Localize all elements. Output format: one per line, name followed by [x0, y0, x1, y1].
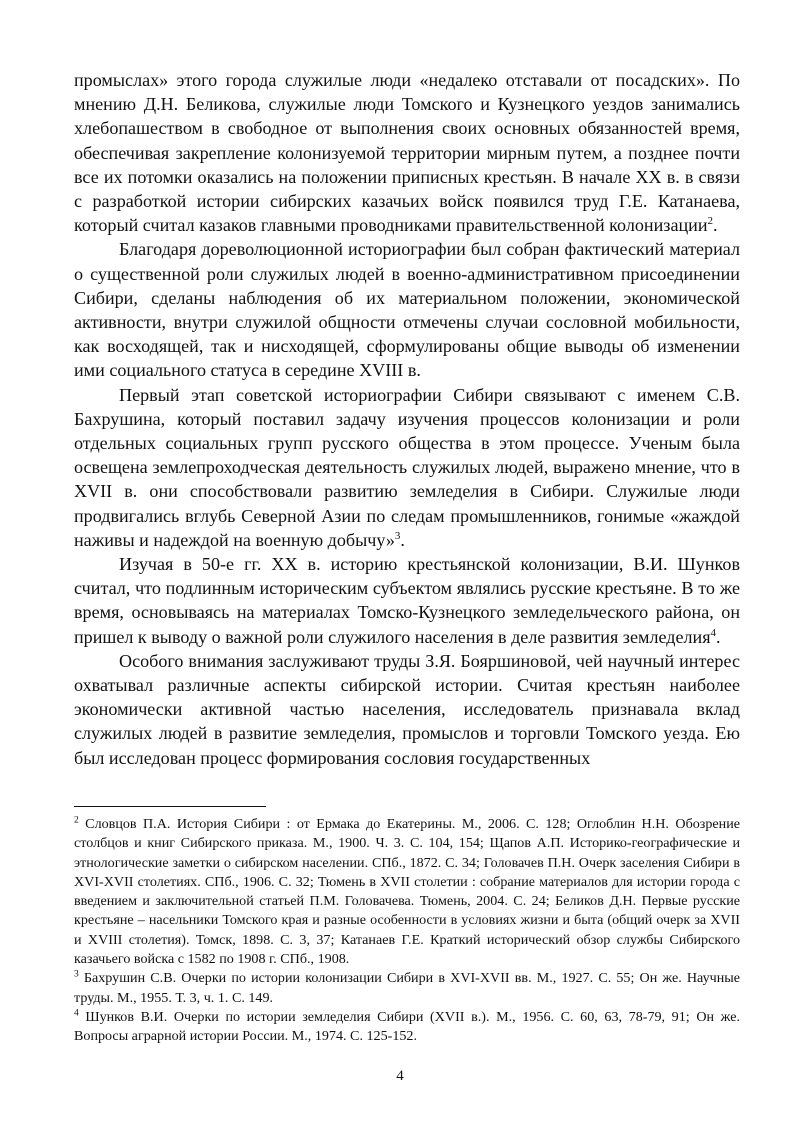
footnote-text: Бахрушин С.В. Очерки по истории колонизации Сибири в XVI-XVII вв. М., 1927. С. 55; Он же. Научные труды. М., 1955. Т. 3, ч. 1. С. 149. — [74, 970, 740, 1006]
footnote-reference[interactable]: 3 — [394, 529, 401, 542]
footnote — [74, 815, 740, 969]
footnote-text: Словцов П.А. История Сибири : от Ермака до Екатерины. М., 2006. С. 128; Оглоблин Н.Н. Обозрение столбцов и книг Сибирского приказа. М., 1900. Ч. 3. С. 104, 154; Щапов А.П. Историко-географические и этнологические заметки о сибирском населении. СПб., 1872. С. 34; Головачев П.Н. Очерк заселения Сибири в XVI-XVII столетиях. СПб., 1906. С. 32; Тюмень в XVII столетии : собрание материалов для истории города с введением и заключительной статьей П.М. Головачева. Тюмень, 2004. С. 24; Беликов Д.Н. Первые русские крестьяне – насельники Томского края и разные особенности в условиях жизни и быта (общий очерк за XVII и XVIII столетия). Томск, 1898. С. 3, 37; Катанаев Г.Е. Краткий исторический обзор службы Сибирского казачьего войска с 1582 по 1908 г. СПб., 1908. — [74, 816, 740, 968]
footnote-mark: 2 — [74, 815, 79, 826]
footnote-mark: 4 — [74, 1008, 79, 1019]
footnote-separator — [74, 806, 266, 807]
paragraph-text: Первый этап советской историографии Сибири связывают с именем С.В. Бахрушина, который поставил задачу изучения процессов колонизации и роли отдельных социальных групп русского общества в этом процессе. Ученым была освещена землепроходческая деятельность служилых людей, выражено мнение, что в XVII в. они способствовали развитию земледелия в Сибири. Служилые люди продвигались вглубь Северной Азии по следам промышленников, гонимые «жаждой наживы и надеждой на военную добычу» — [74, 384, 740, 550]
footnote-mark: 3 — [74, 969, 79, 980]
paragraph — [74, 552, 740, 649]
footnote-reference[interactable]: 2 — [707, 215, 714, 228]
footnote-reference[interactable]: 4 — [710, 626, 717, 639]
paragraph: Особого внимания заслуживают труды З.Я. Бояршиновой, чей научный интерес охватывал различные аспекты сибирской истории. Считая крестьян наиболее экономически активной частью населения, исследователь признавала вклад служилых людей в развитие земледелия, промыслов и торговли Томского уезда. Ею был исследован процесс формирования сословия государственных — [74, 650, 740, 768]
paragraph — [74, 68, 740, 237]
footnote — [74, 969, 740, 1008]
paragraph — [74, 383, 740, 552]
paragraph-end: . — [716, 626, 721, 647]
footnotes — [74, 815, 740, 1047]
paragraph: Благодаря дореволюционной историографии был собран фактический материал о существенной роли служилых людей в военно-административном присоединении Сибири, сделаны наблюдения об их материальном положении, экономической активности, внутри служилой общности отмечены случаи сословной мобильности, как восходящей, так и нисходящей, сформулированы общие выводы об изменении ими социального статуса в середине XVIII в. — [74, 239, 740, 381]
footnote-text: Шунков В.И. Очерки по истории земледелия Сибири (XVII в.). М., 1956. С. 60, 63, 78-79, 91; Он же. Вопросы аграрной истории России. М., 1974. С. 125-152. — [74, 1008, 740, 1045]
page-number: 4 — [396, 1068, 404, 1084]
footnote — [74, 1008, 740, 1047]
paragraph-end: . — [713, 215, 718, 236]
paragraph-text: Изучая в 50-е гг. XX в. историю крестьянской колонизации, В.И. Шунков считал, что подлинным историческим субъектом являлись русские крестьяне. В то же время, основываясь на материалах Томско-Кузнецкого земледельческого района, он пришел к выводу о важной роли служилого населения в деле развития земледелия — [74, 554, 740, 647]
paragraph-end: . — [400, 529, 405, 550]
paragraph-text: промыслах» этого города служилые люди «недалеко отставали от посадских». По мнению Д.Н. Беликова, служилые люди Томского и Кузнецкого уездов занимались хлебопашеством в свободное от выполнения своих основных обязанностей время, обеспечивая закрепление колонизуемой территории мирным путем, а позднее почти все их потомки оказались на положении приписных крестьян. В начале XX в. в связи с разработкой истории сибирских казачьих войск появился труд Г.Е. Катанаева, который считал казаков главными проводниками правительственной колонизации — [74, 70, 740, 236]
main-text — [74, 68, 740, 770]
